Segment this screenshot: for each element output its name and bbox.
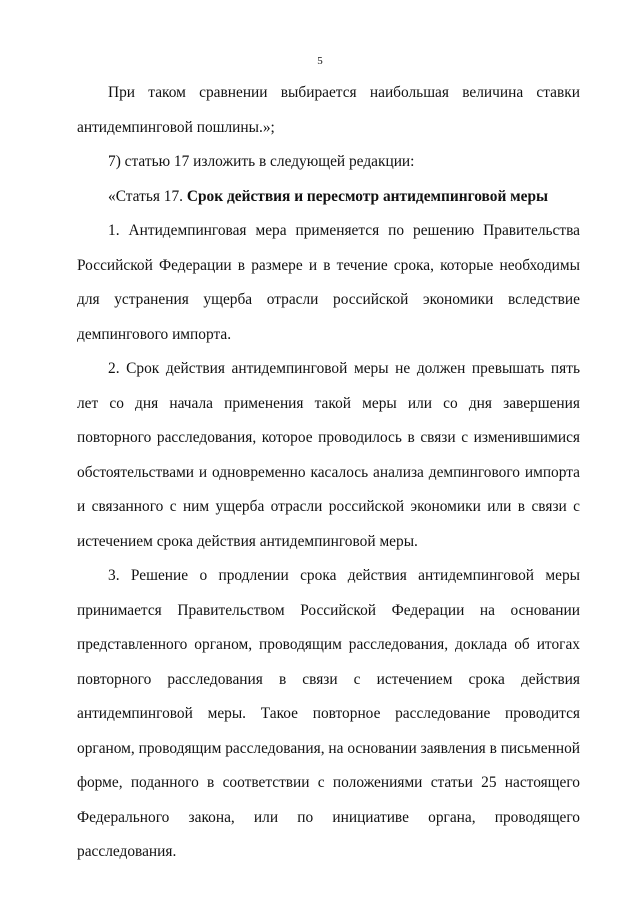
page-number: 5: [317, 55, 323, 67]
paragraph-clause-2: 2. Срок действия антидемпинговой меры не должен превышать пять лет со дня начала применения такой меры или со дня завершения повторного расследования, которое проводилось в связи с изменившимися обстоятельствами и одновременно касалось анализа демпингового импорта и связанного с ним ущерба отрасли российской экономики или в связи с истечением срока действия антидемпинговой меры.: [77, 360, 580, 550]
paragraph-comparison-note: При таком сравнении выбирается наибольшая величина ставки антидемпинговой пошлины.»;: [77, 84, 580, 136]
document-body: [77, 76, 580, 870]
article-17-heading: [77, 180, 580, 215]
paragraph-clause-3: 3. Решение о продлении срока действия антидемпинговой меры принимается Правительством Российской Федерации на основании представленного органом, проводящим расследования, доклада об итогах повторного расследования в связи с истечением срока действия антидемпинговой меры. Такое повторное расследование проводится органом, проводящим расследования, на основании заявления в письменной форме, поданного в соответствии с положениями статьи 25 настоящего Федерального закона, или по инициативе органа, проводящего расследования.: [77, 567, 580, 860]
paragraph-amendment-item-7: 7) статью 17 изложить в следующей редакции:: [108, 153, 415, 170]
article-17-title: Срок действия и пересмотр антидемпинговой меры: [186, 187, 549, 205]
article-17-label: «Статья 17.: [108, 187, 187, 205]
paragraph-clause-1: 1. Антидемпинговая мера применяется по решению Правительства Российской Федерации в размере и в течение срока, которые необходимы для устранения ущерба отрасли российской экономики вследствие демпингового импорта.: [77, 222, 580, 343]
